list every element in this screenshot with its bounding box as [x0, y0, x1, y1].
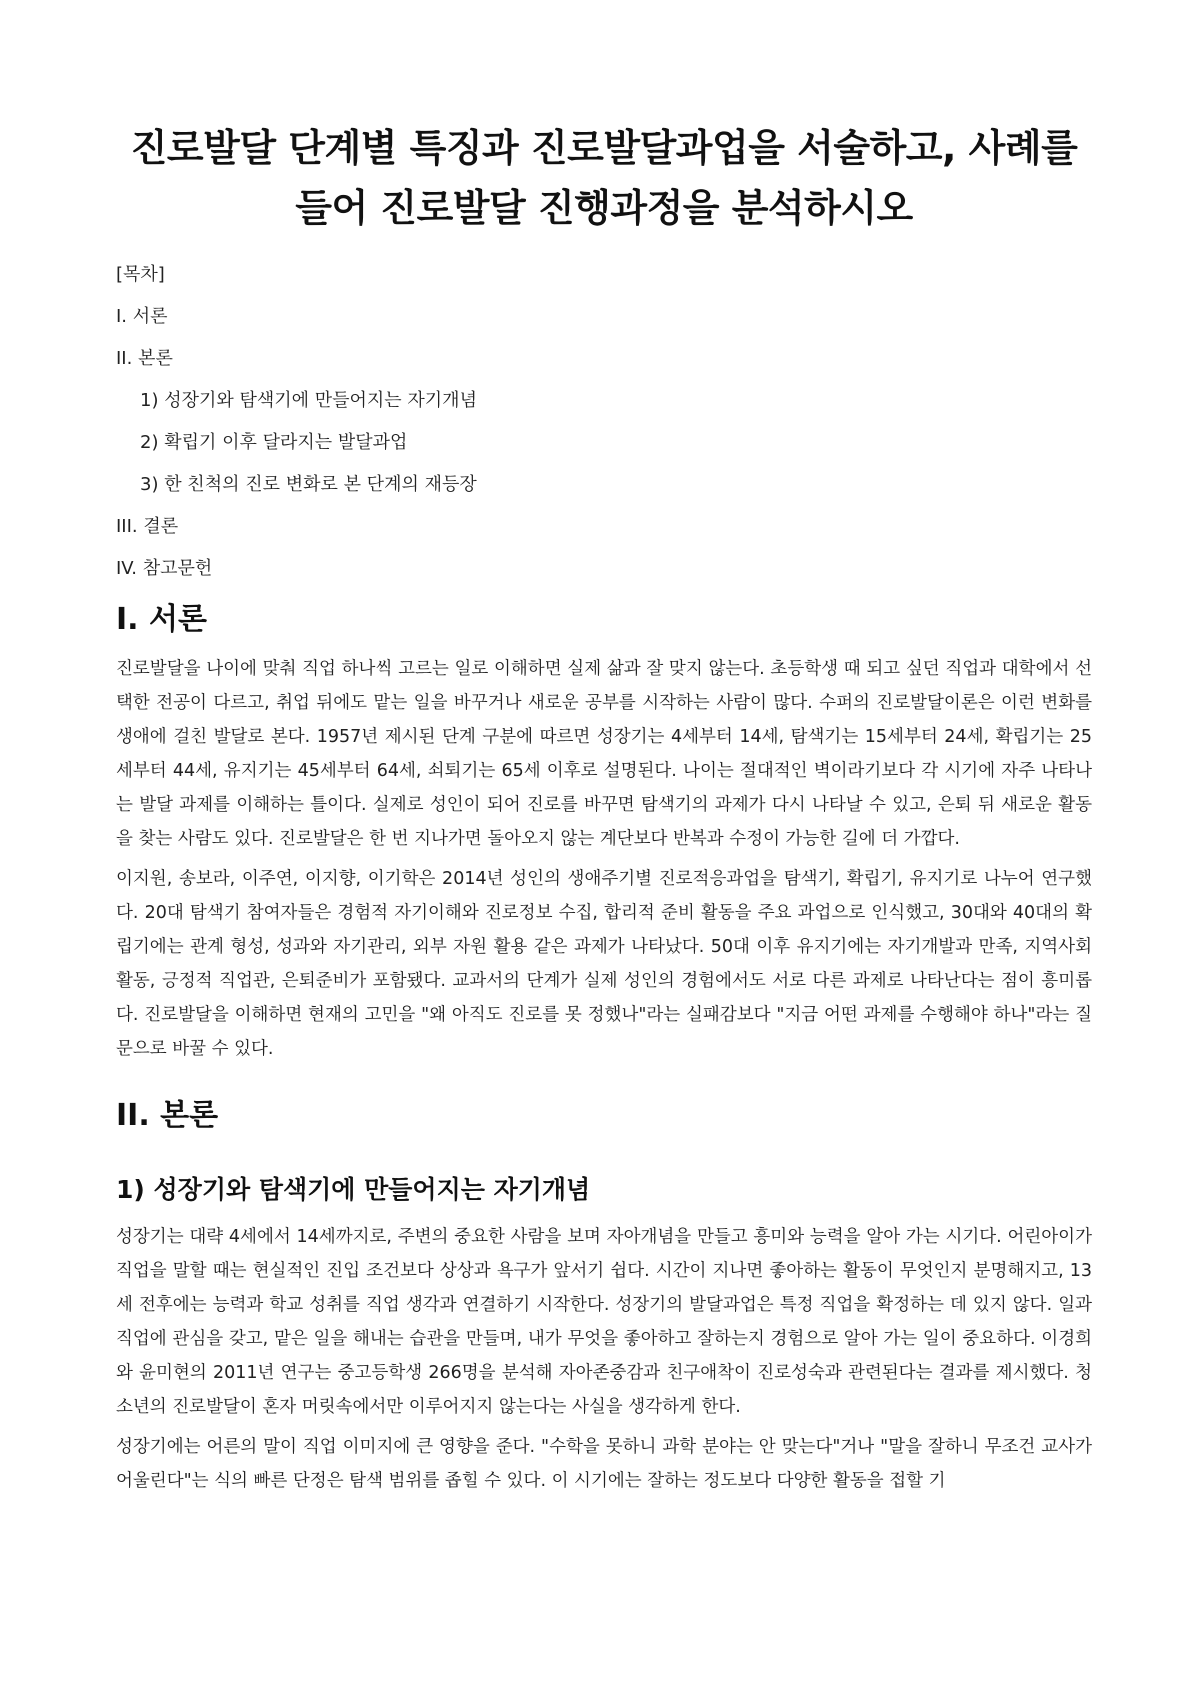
toc-item-body: II. 본론	[116, 348, 173, 369]
toc-label: [목차]	[116, 264, 165, 285]
toc-item-intro: I. 서론	[116, 306, 168, 327]
section-heading-intro: I. 서론	[116, 602, 207, 637]
subsection-heading-1: 1) 성장기와 탐색기에 만들어지는 자기개념	[116, 1175, 591, 1204]
section-heading-body: II. 본론	[116, 1098, 219, 1133]
toc-item-conclusion: III. 결론	[116, 516, 179, 537]
toc-item-body-2: 2) 확립기 이후 달라지는 발달과업	[140, 432, 408, 453]
table-of-contents	[116, 264, 1092, 580]
toc-item-body-1: 1) 성장기와 탐색기에 만들어지는 자기개념	[140, 390, 477, 411]
toc-item-body-3: 3) 한 친척의 진로 변화로 본 단계의 재등장	[140, 474, 477, 495]
document-title: 진로발달 단계별 특징과 진로발달과업을 서술하고, 사례를 들어 진로발달 진행과정을 분석하시오	[130, 126, 1078, 230]
body-paragraph-1: 성장기는 대략 4세에서 14세까지로, 주변의 중요한 사람을 보며 자아개념을 만들고 흥미와 능력을 알아 가는 시기다. 어린아이가 직업을 말할 때는 현실적인 진입 조건보다 상상과 욕구가 앞서기 쉽다. 시간이 지나면 좋아하는 활동이 무엇인지 분명해지고, 13세 전후에는 능력과 학교 성취를 직업 생각과 연결하기 시작한다. 성장기의 발달과업은 특정 직업을 확정하는 데 있지 않다. 일과 직업에 관심을 갖고, 맡은 일을 해내는 습관을 만들며, 내가 무엇을 좋아하고 잘하는지 경험으로 알아 가는 일이 중요하다. 이경희와 윤미현의 2011년 연구는 중고등학생 266명을 분석해 자아존중감과 친구애착이 진로성숙과 관련된다는 결과를 제시했다. 청소년의 진로발달이 혼자 머릿속에서만 이루어지지 않는다는 사실을 생각하게 한다.	[116, 1227, 1092, 1417]
intro-paragraph-1: 진로발달을 나이에 맞춰 직업 하나씩 고르는 일로 이해하면 실제 삶과 잘 맞지 않는다. 초등학생 때 되고 싶던 직업과 대학에서 선택한 전공이 다르고, 취업 뒤에도 맡는 일을 바꾸거나 새로운 공부를 시작하는 사람이 많다. 수퍼의 진로발달이론은 이런 변화를 생애에 걸친 발달로 본다. 1957년 제시된 단계 구분에 따르면 성장기는 4세부터 14세, 탐색기는 15세부터 24세, 확립기는 25세부터 44세, 유지기는 45세부터 64세, 쇠퇴기는 65세 이후로 설명된다. 나이는 절대적인 벽이라기보다 각 시기에 자주 나타나는 발달 과제를 이해하는 틀이다. 실제로 성인이 되어 진로를 바꾸면 탐색기의 과제가 다시 나타날 수 있고, 은퇴 뒤 새로운 활동을 찾는 사람도 있다. 진로발달은 한 번 지나가면 돌아오지 않는 계단보다 반복과 수정이 가능한 길에 더 가깝다.	[116, 659, 1092, 849]
toc-item-references: IV. 참고문헌	[116, 558, 213, 579]
body-paragraph-2: 성장기에는 어른의 말이 직업 이미지에 큰 영향을 준다. "수학을 못하니 과학 분야는 안 맞는다"거나 "말을 잘하니 무조건 교사가 어울린다"는 식의 빠른 단정은 탐색 범위를 좁힐 수 있다. 이 시기에는 잘하는 정도보다 다양한 활동을 접할 기	[116, 1437, 1092, 1491]
intro-paragraph-2: 이지원, 송보라, 이주연, 이지향, 이기학은 2014년 성인의 생애주기별 진로적응과업을 탐색기, 확립기, 유지기로 나누어 연구했다. 20대 탐색기 참여자들은 경험적 자기이해와 진로정보 수집, 합리적 준비 활동을 주요 과업으로 인식했고, 30대와 40대의 확립기에는 관계 형성, 성과와 자기관리, 외부 자원 활용 같은 과제가 나타났다. 50대 이후 유지기에는 자기개발과 만족, 지역사회활동, 긍정적 직업관, 은퇴준비가 포함됐다. 교과서의 단계가 실제 성인의 경험에서도 서로 다른 과제로 나타난다는 점이 흥미롭다. 진로발달을 이해하면 현재의 고민을 "왜 아직도 진로를 못 정했나"라는 실패감보다 "지금 어떤 과제를 수행해야 하나"라는 질문으로 바꿀 수 있다.	[116, 869, 1092, 1059]
